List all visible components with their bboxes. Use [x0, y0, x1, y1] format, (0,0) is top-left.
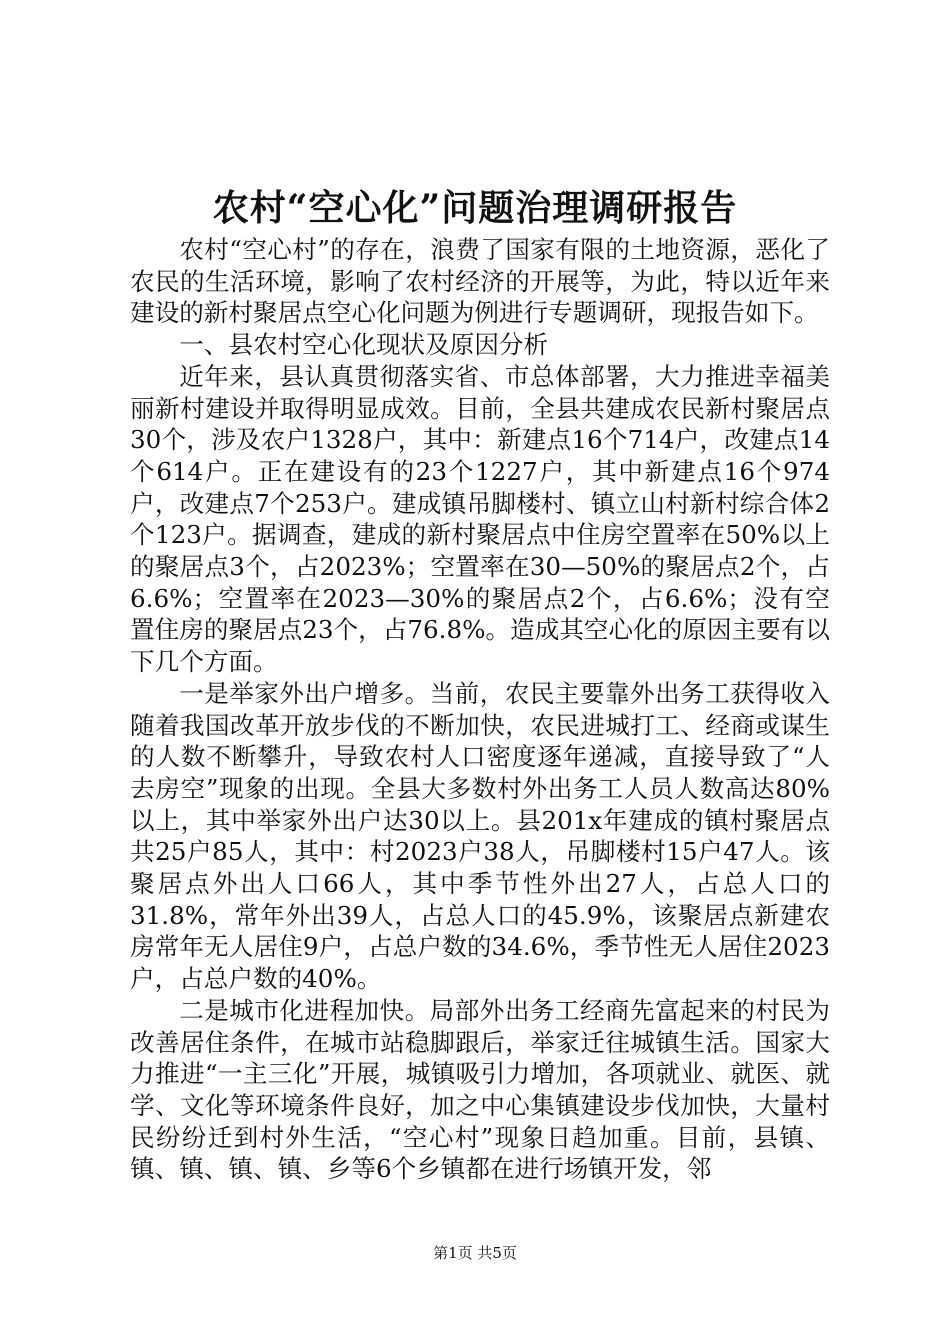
paragraph-intro: 农村“空心村”的存在，浪费了国家有限的土地资源，恶化了农民的生活环境，影响了农村经济的开展等，为此，特以近年来建设的新村聚居点空心化问题为例进行专题调研，现报告如下。	[130, 235, 830, 328]
paragraph-reason-two: 二是城市化进程加快。局部外出务工经商先富起来的村民为改善居住条件，在城市站稳脚跟后，举家迁往城镇生活。国家大力推进“一主三化”开展，城镇吸引力增加，各项就业、就医、就学、文化等环境条件良好，加之中心集镇建设步伐加快，大量村民纷纷迁到村外生活，“空心村”现象日趋加重。目前，县镇、镇、镇、镇、镇、乡等6个乡镇都在进行场镇开发，邻	[130, 995, 830, 1184]
paragraph-status: 近年来，县认真贯彻落实省、市总体部署，大力推进幸福美丽新村建设并取得明显成效。目前，全县共建成农民新村聚居点30个，涉及农户1328户，其中：新建点16个714户，改建点14个614户。正在建设有的23个1227户，其中新建点16个974户，改建点7个253户。建成镇吊脚楼村、镇立山村新村综合体2个123户。据调查，建成的新村聚居点中住房空置率在50%以上的聚居点3个，占2023%；空置率在30—50%的聚居点2个，占6.6%；空置率在2023—30%的聚居点2个，占6.6%；没有空置住房的聚居点23个，占76.8%。造成其空心化的原因主要有以下几个方面。	[130, 361, 830, 677]
document-title: 农村“空心化”问题治理调研报告	[212, 187, 738, 229]
paragraph-reason-one: 一是举家外出户增多。当前，农民主要靠外出务工获得收入随着我国改革开放步伐的不断加快，农民进城打工、经商或谋生的人数不断攀升，导致农村人口密度逐年递减，直接导致了“人去房空”现象的出现。全县大多数村外出务工人员人数高达80%以上，其中举家外出户达30以上。县201x年建成的镇村聚居点共25户85人，其中：村2023户38人，吊脚楼村15户47人。该聚居点外出人口66人，其中季节性外出27人，占总人口的31.8%，常年外出39人，占总人口的45.9%，该聚居点新建农房常年无人居住9户，占总户数的34.6%，季节性无人居住2023户，占总户数的40%。	[130, 678, 830, 994]
section-heading: 一、县农村空心化现状及原因分析	[179, 330, 549, 360]
page-number-footer: 第1页 共5页	[433, 1244, 517, 1262]
document-body	[130, 234, 830, 1185]
